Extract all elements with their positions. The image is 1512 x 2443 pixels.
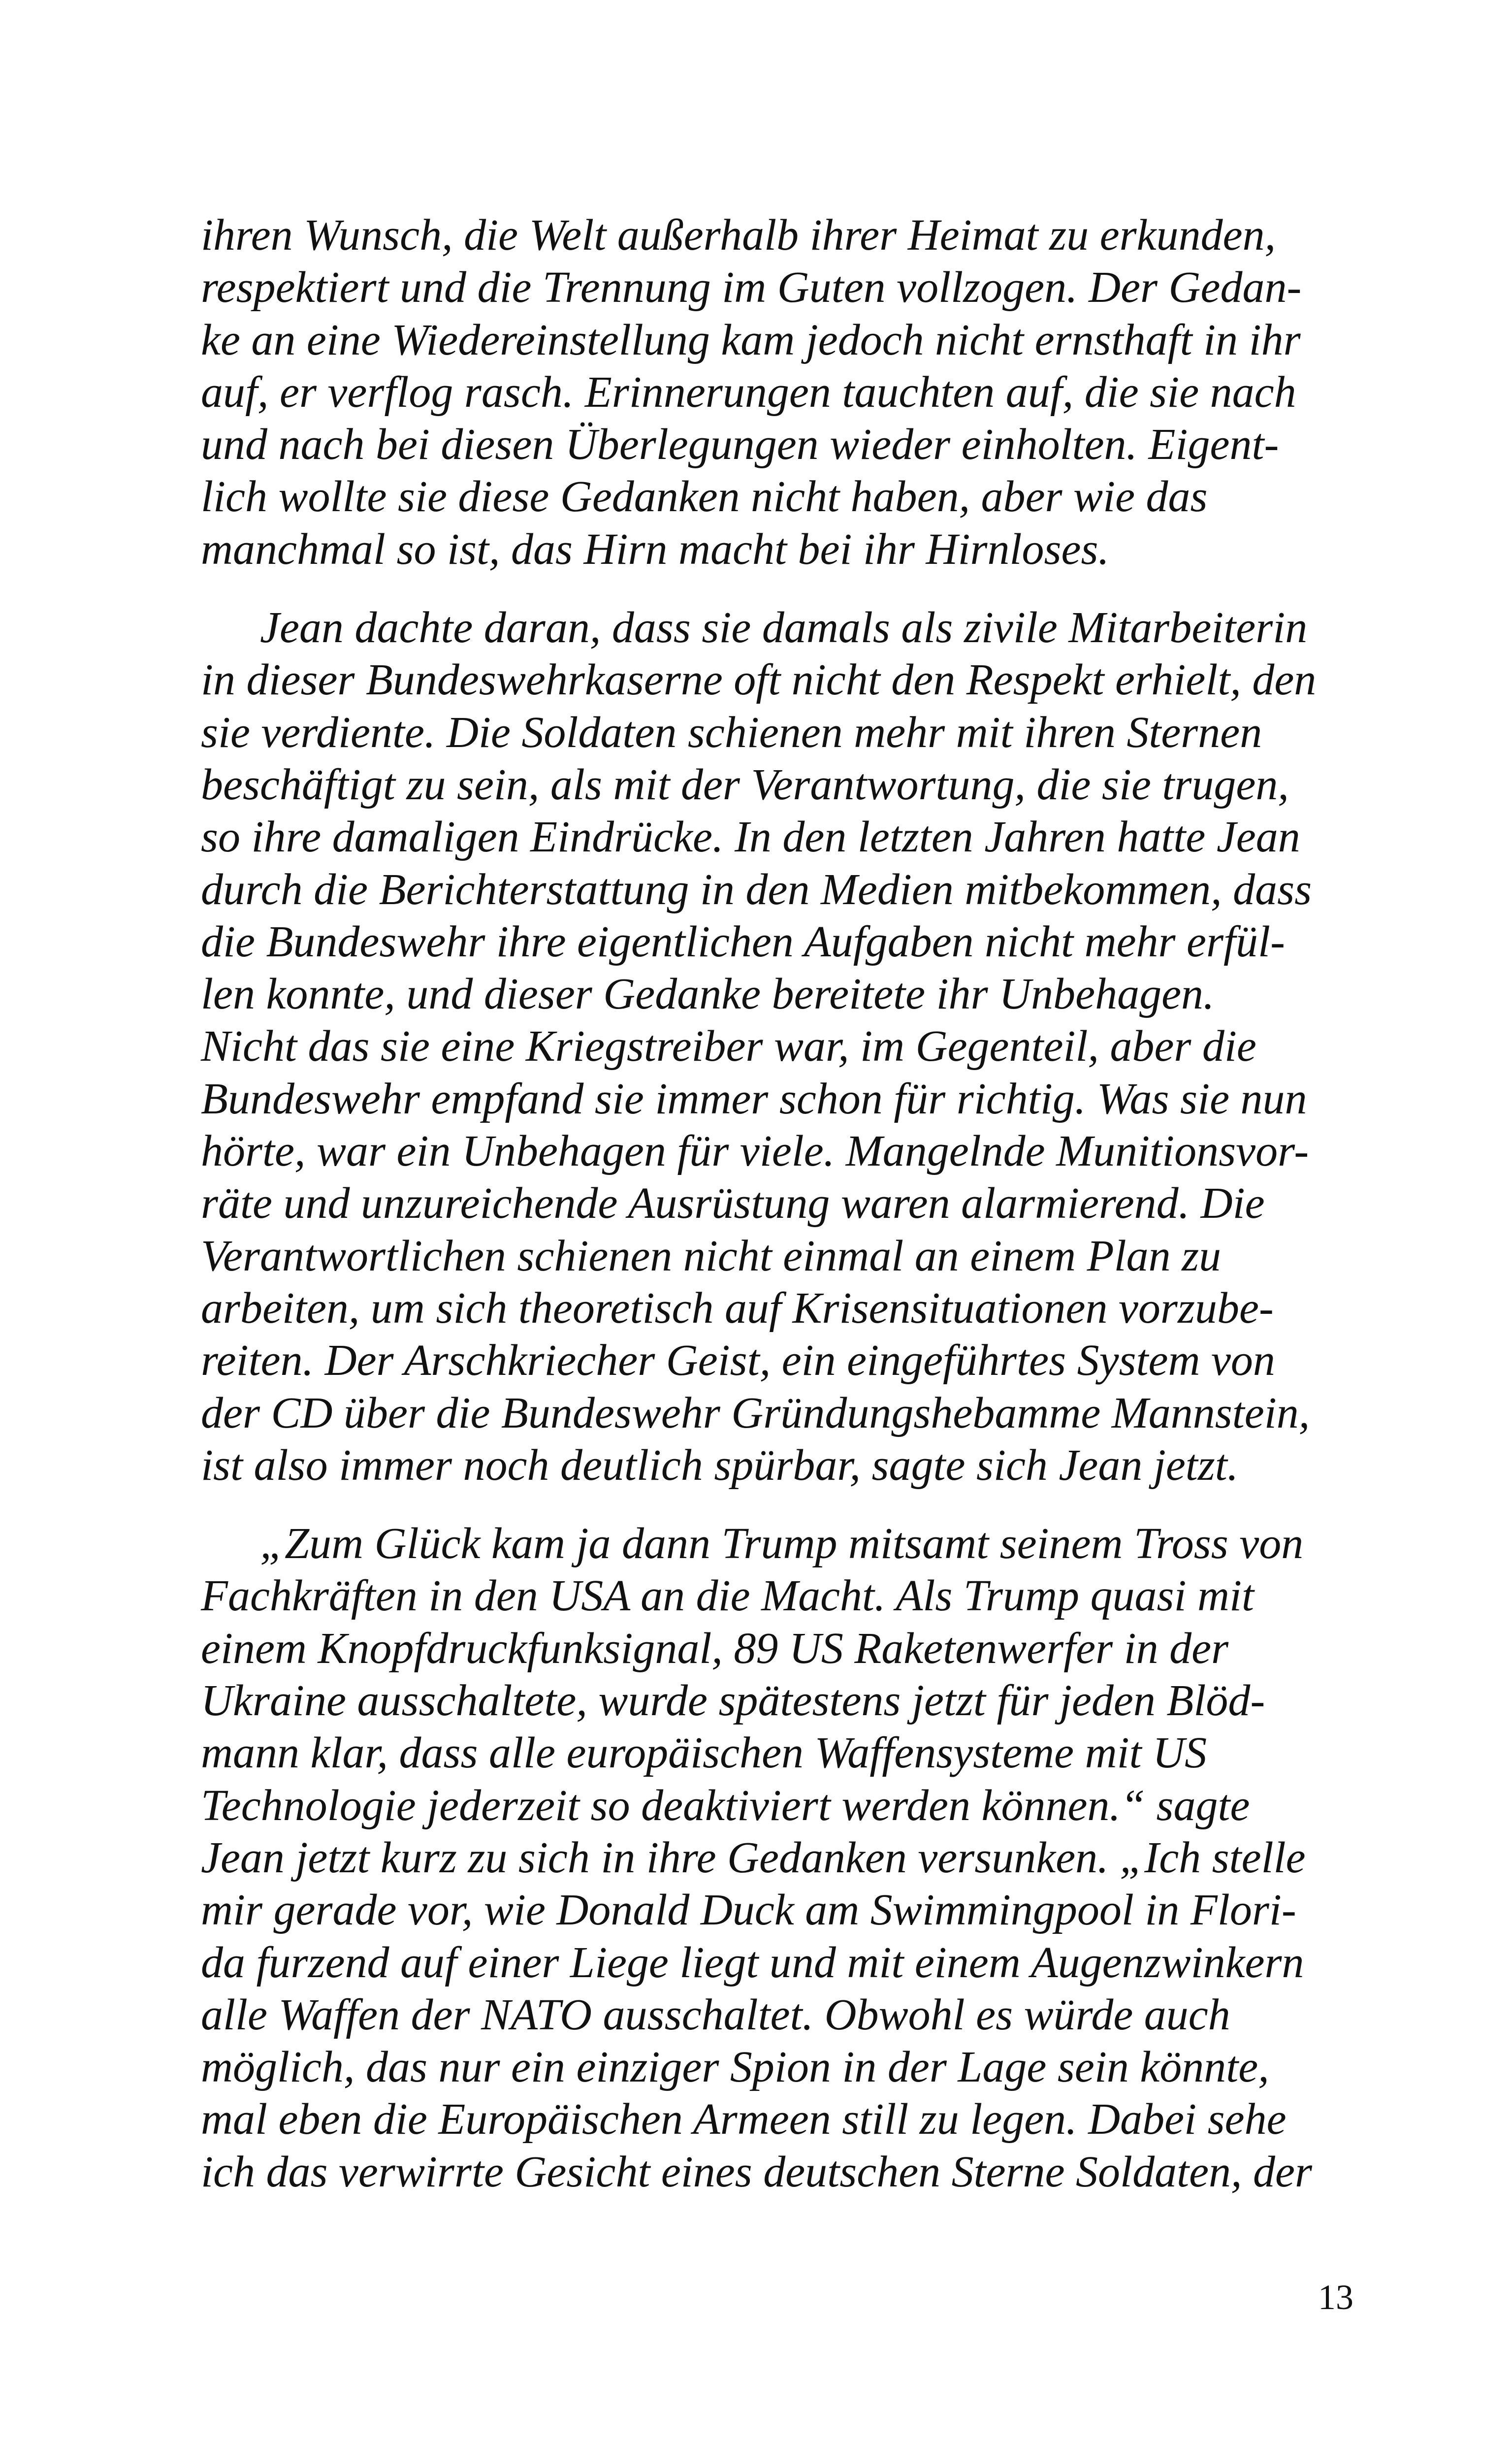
text-line: mann klar, dass alle europäischen Waffensysteme mit US <box>201 1728 1207 1778</box>
text-line: Nicht das sie eine Kriegstreiber war, im Gegenteil, aber die <box>201 1022 1256 1071</box>
text-line: durch die Berichterstattung in den Medien mitbekommen, dass <box>201 865 1312 914</box>
text-line: ihren Wunsch, die Welt außerhalb ihrer Heimat zu erkunden, <box>201 211 1276 260</box>
text-line: Ukraine ausschaltete, wurde spätestens jetzt für jeden Blöd- <box>201 1676 1265 1726</box>
text-line: manchmal so ist, das Hirn macht bei ihr Hirnloses. <box>201 524 1109 574</box>
text-line: mir gerade vor, wie Donald Duck am Swimmingpool in Flori- <box>201 1886 1296 1935</box>
page-number: 13 <box>1318 2278 1353 2317</box>
text-line: len konnte, und dieser Gedanke bereitete ihr Unbehagen. <box>201 970 1215 1019</box>
text-line: sie verdiente. Die Soldaten schienen mehr mit ihren Sternen <box>201 708 1262 757</box>
text-line: lich wollte sie diese Gedanken nicht haben, aber wie das <box>201 472 1208 521</box>
text-line: Verantwortlichen schienen nicht einmal an einem Plan zu <box>201 1231 1222 1280</box>
text-line: da furzend auf einer Liege liegt und mit einem Augenzwinkern <box>201 1938 1304 1987</box>
text-line: Jean jetzt kurz zu sich in ihre Gedanken versunken. „Ich stelle <box>201 1833 1306 1882</box>
text-line: einem Knopfdruckfunksignal, 89 US Raketenwerfer in der <box>201 1624 1229 1673</box>
paragraph-2 <box>201 602 1353 1492</box>
text-line: ich das verwirrte Gesicht eines deutschen Sterne Soldaten, der <box>201 2147 1312 2196</box>
body-text <box>201 209 1353 2198</box>
text-line: Technologie jederzeit so deaktiviert werden können.“ sagte <box>201 1781 1250 1830</box>
text-line: mal eben die Europäischen Armeen still zu legen. Dabei sehe <box>201 2095 1287 2144</box>
text-line: die Bundeswehr ihre eigentlichen Aufgaben nicht mehr erfül- <box>201 917 1286 966</box>
text-line: räte und unzureichende Ausrüstung waren alarmierend. Die <box>201 1179 1265 1228</box>
text-line: respektiert und die Trennung im Guten vollzogen. Der Gedan- <box>201 263 1302 312</box>
text-line: möglich, das nur ein einziger Spion in der Lage sein könnte, <box>201 2043 1269 2092</box>
text-line: reiten. Der Arschkriecher Geist, ein eingeführtes System von <box>201 1336 1275 1385</box>
text-line: auf, er verflog rasch. Erinnerungen tauchten auf, die sie nach <box>201 367 1296 417</box>
text-line: so ihre damaligen Eindrücke. In den letzten Jahren hatte Jean <box>201 813 1300 862</box>
text-line: der CD über die Bundeswehr Gründungshebamme Mannstein, <box>201 1388 1310 1437</box>
text-line: arbeiten, um sich theoretisch auf Krisensituationen vorzube- <box>201 1283 1274 1333</box>
text-line: ist also immer noch deutlich spürbar, sagte sich Jean jetzt. <box>201 1440 1239 1490</box>
text-line: alle Waffen der NATO ausschaltet. Obwohl es würde auch <box>201 1990 1230 2039</box>
text-line: in dieser Bundeswehrkaserne oft nicht den Respekt erhielt, den <box>201 655 1317 705</box>
paragraph-1 <box>201 209 1353 576</box>
paragraph-3 <box>201 1518 1353 2198</box>
text-line: Fachkräften in den USA an die Macht. Als Trump quasi mit <box>201 1571 1255 1621</box>
text-line: ke an eine Wiedereinstellung kam jedoch nicht ernsthaft in ihr <box>201 315 1301 364</box>
text-line: Jean dachte daran, dass sie damals als zivile Mitarbeiterin <box>260 603 1308 652</box>
text-line: hörte, war ein Unbehagen für viele. Mangelnde Munitionsvor- <box>201 1127 1309 1176</box>
text-line: und nach bei diesen Überlegungen wieder einholten. Eigent- <box>201 420 1279 469</box>
text-line: beschäftigt zu sein, als mit der Verantwortung, die sie trugen, <box>201 760 1289 809</box>
text-line: „Zum Glück kam ja dann Trump mitsamt seinem Tross von <box>260 1519 1304 1568</box>
text-line: Bundeswehr empfand sie immer schon für richtig. Was sie nun <box>201 1074 1307 1123</box>
